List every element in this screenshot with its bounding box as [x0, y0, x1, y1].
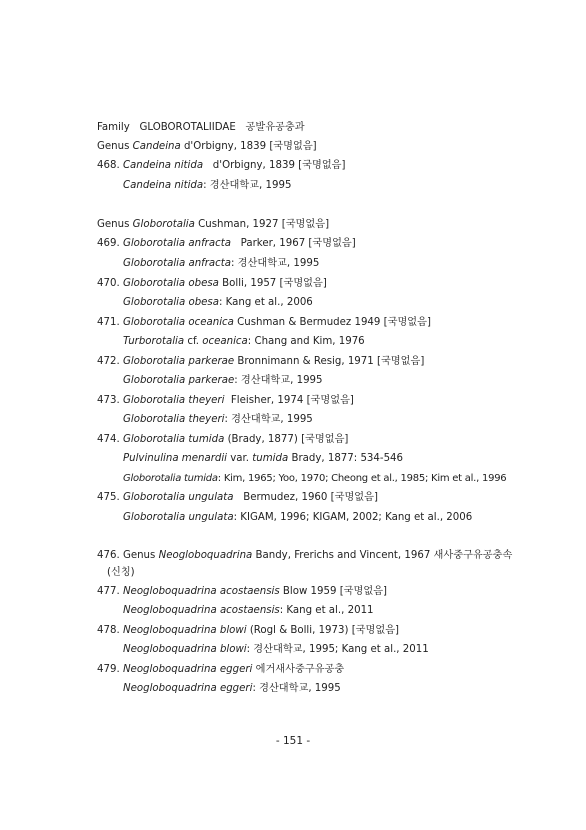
entry-476-cont: (신칭): [107, 567, 135, 578]
entry-479: 479. Neogloboquadrina eggeri 에거새사중구유공충: [97, 664, 345, 675]
entry-469: 469. Globorotalia anfracta Parker, 1967 [국명없음]: [97, 238, 356, 249]
entry-474-ref-1: Pulvinulina menardii var. tumida Brady, 1877: 534-546: [123, 453, 404, 464]
entry-468: 468. Candeina nitida d'Orbigny, 1839 [국명없음]: [97, 160, 346, 171]
entry-470: 470. Globorotalia obesa Bolli, 1957 [국명없음]: [97, 278, 327, 289]
genus-candeina: Genus Candeina d'Orbigny, 1839 [국명없음]: [97, 141, 317, 152]
entry-468-ref: Candeina nitida: 경산대학교, 1995: [123, 180, 292, 191]
entry-469-ref: Globorotalia anfracta: 경산대학교, 1995: [123, 258, 320, 269]
entry-474: 474. Globorotalia tumida (Brady, 1877) [국명없음]: [97, 434, 349, 445]
entry-476: 476. Genus Neogloboquadrina Bandy, Frerichs and Vincent, 1967 새사중구유공충속: [97, 550, 513, 561]
entry-470-ref: Globorotalia obesa: Kang et al., 2006: [123, 297, 313, 308]
entry-475: 475. Globorotalia ungulata Bermudez, 1960 [국명없음]: [97, 492, 378, 503]
entry-471-ref: Turborotalia cf. oceanica: Chang and Kim, 1976: [123, 336, 365, 347]
entry-472-ref: Globorotalia parkerae: 경산대학교, 1995: [123, 375, 323, 386]
entry-477-ref: Neogloboquadrina acostaensis: Kang et al., 2011: [123, 605, 374, 616]
entry-478-ref: Neogloboquadrina blowi: 경산대학교, 1995; Kang et al., 2011: [123, 644, 429, 655]
entry-473-ref: Globorotalia theyeri: 경산대학교, 1995: [123, 414, 313, 425]
entry-473: 473. Globorotalia theyeri Fleisher, 1974 [국명없음]: [97, 395, 354, 406]
page-number: - 151 -: [275, 735, 311, 747]
entry-475-ref: Globorotalia ungulata: KIGAM, 1996; KIGAM, 2002; Kang et al., 2006: [123, 512, 473, 523]
entry-479-ref: Neogloboquadrina eggeri: 경산대학교, 1995: [123, 683, 341, 694]
entry-478: 478. Neogloboquadrina blowi (Rogl & Bolli, 1973) [국명없음]: [97, 625, 400, 636]
genus-globorotalia: Genus Globorotalia Cushman, 1927 [국명없음]: [97, 219, 330, 230]
entry-472: 472. Globorotalia parkerae Bronnimann & Resig, 1971 [국명없음]: [97, 356, 425, 367]
entry-474-ref-2: Globorotalia tumida: Kim, 1965; Yoo, 1970; Cheong et al., 1985; Kim et al., 1996: [123, 473, 507, 484]
family-heading: Family GLOBOROTALIIDAE 공발유공충과: [97, 122, 305, 133]
entry-471: 471. Globorotalia oceanica Cushman & Bermudez 1949 [국명없음]: [97, 317, 431, 328]
entry-477: 477. Neogloboquadrina acostaensis Blow 1959 [국명없음]: [97, 586, 388, 597]
